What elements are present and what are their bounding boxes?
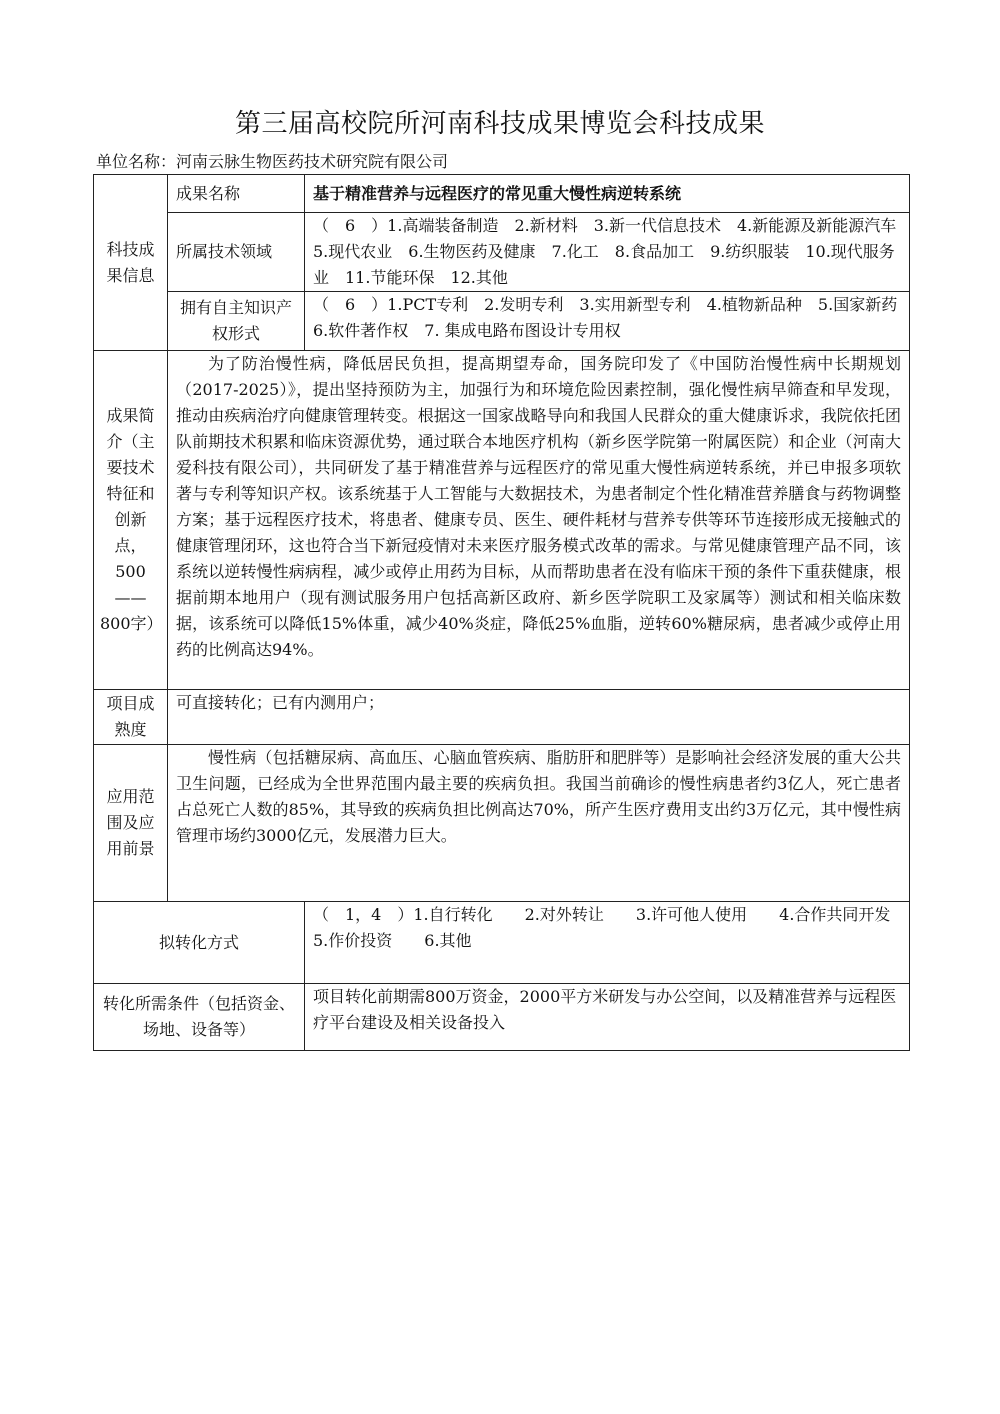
transfer-cell [305,902,910,984]
conditions-value: 项目转化前期需800万资金，2000平方米研发与办公空间，以及精准营养与远程医疗平台建设及相关设备投入 [305,984,910,1051]
summary-text: 为了防治慢性病，降低居民负担，提高期望寿命，国务院印发了《中国防治慢性病中长期规划（2017-2025）》，提出坚持预防为主，加强行为和环境危险因素控制，强化慢性病早筛查和早发现，推动由疾病治疗向健康管理转变。根据这一国家战略导向和我国人民群众的重大健康诉求，我院依托团队前期技术积累和临床资源优势，通过联合本地医疗机构（新乡医学院第一附属医院）和企业（河南大爱科技有限公司），共同研发了基于精准营养与远程医疗的常见重大慢性病逆转系统，并已申报多项软著与专利等知识产权。该系统基于人工智能与大数据技术，为患者制定个性化精准营养膳食与药物调整方案；基于远程医疗技术，将患者、健康专员、医生、硬件耗材与营养专供等环节连接形成无接触式的健康管理闭环，这也符合当下新冠疫情对未来医疗服务模式改革的需求。与常见健康管理产品不同，该系统以逆转慢性病病程，减少或停止用药为目标，从而帮助患者在没有临床干预的条件下重获健康，根据前期本地用户（现有测试服务用户包括高新区政府、新乡医学院职工及家属等）测试和相关临床数据，该系统可以降低15%体重，减少40%炎症，降低25%血脂，逆转60%糖尿病，患者减少或停止用药的比例高达94%。 [176,354,901,659]
application-cell [168,745,910,902]
ip-form-label: 拥有自主知识产权形式 [168,292,305,351]
application-label: 应用范围及应用前景 [94,745,168,902]
summary-cell [168,351,910,690]
summary-label: 成果简介（主要技术特征和创新点，500——800字） [94,351,168,690]
tech-info-label: 科技成果信息 [94,175,168,351]
unit-label: 单位名称： [96,152,177,171]
tech-field-value: （ 6 ）1.高端装备制造 2.新材料 3.新一代信息技术 4.新能源及新能源汽车 5.现代农业 6.生物医药及健康 7.化工 8.食品加工 9.纺织服装 10.现代服务业 11.节能环保 12.其他 [305,213,910,292]
conditions-label: 转化所需条件（包括资金、场地、设备等） [94,984,305,1051]
unit-name: 河南云脉生物医药技术研究院有限公司 [176,152,449,171]
achievement-name-value: 基于精准营养与远程医疗的常见重大慢性病逆转系统 [305,175,910,213]
maturity-value: 可直接转化；已有内测用户； [168,690,910,745]
transfer-value-line2: 5.作价投资 6.其他 [313,931,472,950]
transfer-value-line1: （ 1，4 ）1.自行转化 2.对外转让 3.许可他人使用 4.合作共同开发 [313,905,891,924]
tech-field-label: 所属技术领域 [168,213,305,292]
achievement-name-label: 成果名称 [168,175,305,213]
application-text: 慢性病（包括糖尿病、高血压、心脑血管疾病、脂肪肝和肥胖等）是影响社会经济发展的重大公共卫生问题，已经成为全世界范围内最主要的疾病负担。我国当前确诊的慢性病患者约3亿人，死亡患者占总死亡人数的85%，其导致的疾病负担比例高达70%，所产生医疗费用支出约3万亿元，其中慢性病管理市场约3000亿元，发展潜力巨大。 [176,748,901,845]
achievement-table [93,174,914,1051]
maturity-label: 项目成熟度 [94,690,168,745]
transfer-label: 拟转化方式 [94,902,305,984]
ip-form-value: （ 6 ）1.PCT专利 2.发明专利 3.实用新型专利 4.植物新品种 5.国家新药 6.软件著作权 7. 集成电路布图设计专用权 [305,292,910,351]
document-title: 第三届高校院所河南科技成果博览会科技成果 [234,109,765,139]
unit-line [96,149,448,172]
